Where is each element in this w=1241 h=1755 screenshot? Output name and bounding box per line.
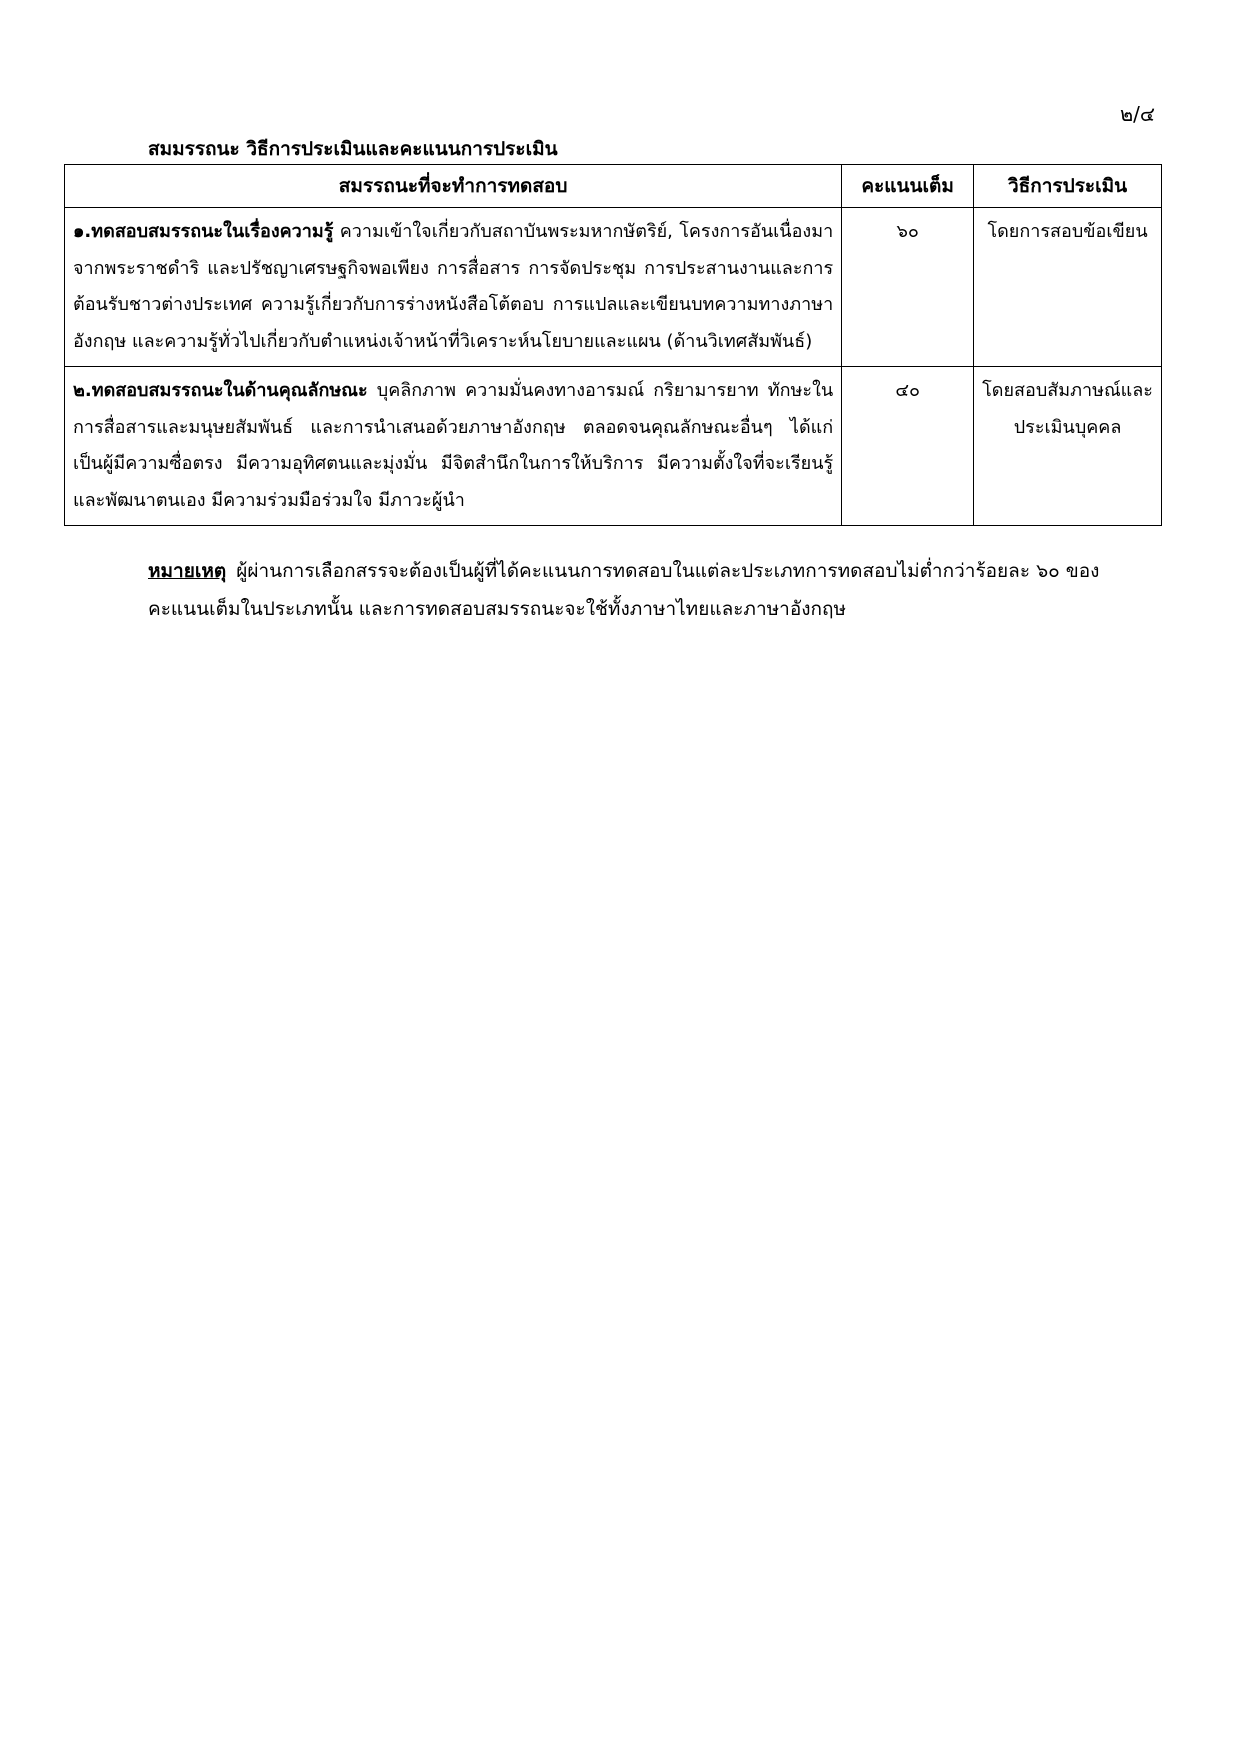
full-score: ๔๐ (842, 367, 974, 526)
competency-title: ๒.ทดสอบสมรรถนะในด้านคุณลักษณะ (73, 380, 368, 401)
page-number: ๒/๔ (1120, 102, 1156, 126)
table-header-row (65, 165, 1162, 208)
header-competency: สมรรถนะที่จะทำการทดสอบ (65, 165, 842, 208)
header-full-score: คะแนนเต็ม (842, 165, 974, 208)
competency-table (64, 164, 1162, 526)
competency-detail: ความเข้าใจเกี่ยวกับสถาบันพระมหากษัตริย์, โครงการอันเนื่องมาจากพระราชดำริ และปรัชญาเศรษฐกิจพอเพียง การสื่อสาร การจัดประชุม การประสานงานและการต้อนรับชาวต่างประเทศ ความรู้เกี่ยวกับการร่างหนังสือโต้ตอบ การแปลและเขียนบทความทางภาษาอังกฤษ และความรู้ทั่วไปเกี่ยวกับตำแหน่งเจ้าหน้าที่วิเคราะห์นโยบายและแผน (ด้านวิเทศสัมพันธ์) (73, 221, 834, 352)
full-score: ๖๐ (842, 208, 974, 367)
competency-detail: บุคลิกภาพ ความมั่นคงทางอารมณ์ กริยามารยาท ทักษะในการสื่อสารและมนุษยสัมพันธ์ และการนำเสนอด้วยภาษาอังกฤษ ตลอดจนคุณลักษณะอื่นๆ ได้แก่ เป็นผู้มีความซื่อตรง มีความอุทิศตนและมุ่งมั่น มีจิตสำนึกในการให้บริการ มีความตั้งใจที่จะเรียนรู้และพัฒนาตนเอง มีความร่วมมือร่วมใจ มีภาวะผู้นำ (73, 380, 834, 511)
competency-title: ๑.ทดสอบสมรรถนะในเรื่องความรู้ (73, 221, 334, 242)
table-row (65, 208, 1162, 367)
remark-label: หมายเหตุ (148, 560, 227, 582)
table-row (65, 367, 1162, 526)
header-method: วิธีการประเมิน (974, 165, 1162, 208)
remark (148, 552, 1148, 628)
assessment-method: โดยสอบสัมภาษณ์และประเมินบุคคล (974, 367, 1162, 526)
remark-text: ผู้ผ่านการเลือกสรรจะต้องเป็นผู้ที่ได้คะแนนการทดสอบในแต่ละประเภทการทดสอบไม่ต่ำกว่าร้อยละ ๖๐ ของคะแนนเต็มในประเภทนั้น และการทดสอบสมรรถนะจะใช้ทั้งภาษาไทยและภาษาอังกฤษ (148, 560, 1100, 620)
competency-description (65, 208, 842, 367)
competency-description (65, 367, 842, 526)
assessment-method: โดยการสอบข้อเขียน (974, 208, 1162, 367)
section-heading: สมมรรถนะ วิธีการประเมินและคะแนนการประเมิน (148, 138, 558, 160)
